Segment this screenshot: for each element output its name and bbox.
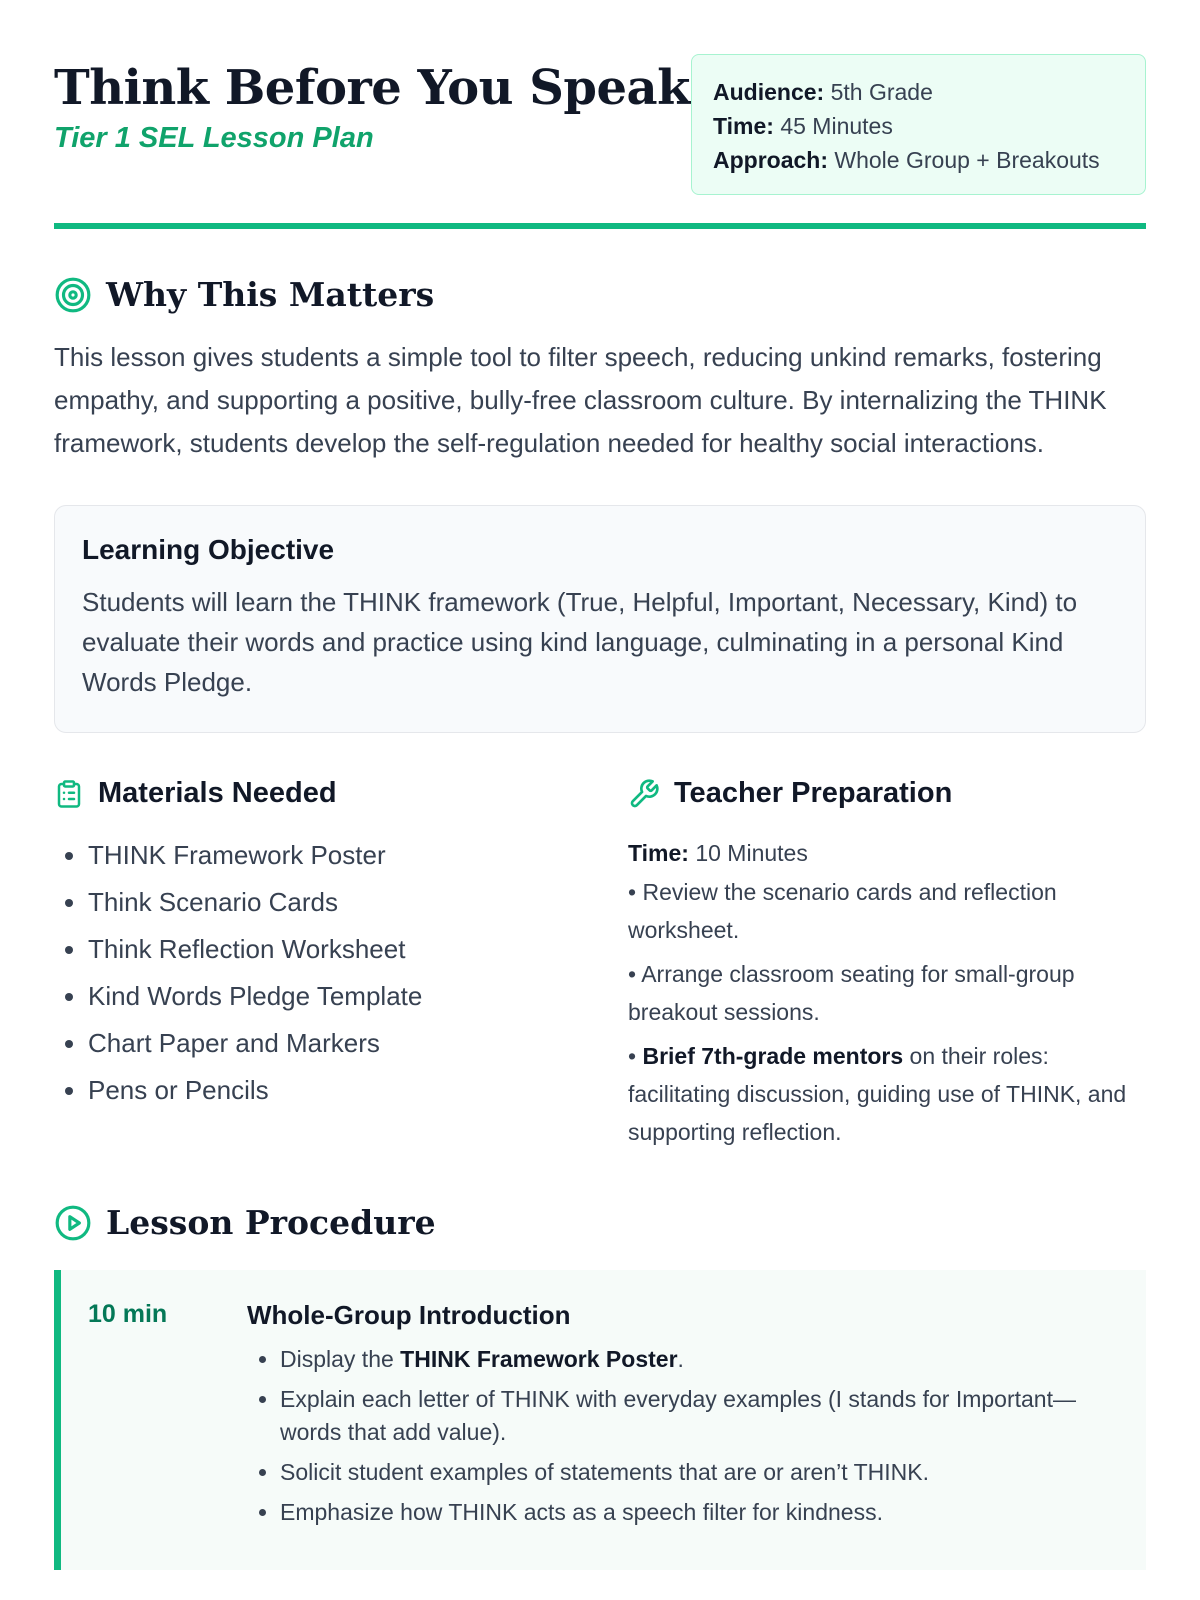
materials-heading: Materials Needed [98,777,337,809]
prep-item-text: Arrange classroom seating for small-group breakout sessions. [628,961,1075,1025]
prep-item-text: on their roles: facilitating discussion, guiding use of THINK, and supporting reflection. [628,1043,1127,1145]
header-divider [54,223,1146,229]
why-heading: Why This Matters [106,275,435,314]
prep-time-label: Time: [628,840,689,866]
page-subtitle: Tier 1 SEL Lesson Plan [54,122,374,154]
meta-audience [713,75,1124,109]
materials-section [54,777,628,1151]
objective-text: Students will learn the THINK framework (True, Helpful, Important, Necessary, Kind) to evaluate their words and practice using kind language, culminating in a personal Kind Words Pledge. [82,587,1078,697]
target-icon [54,276,92,314]
materials-heading-row [54,777,628,810]
list-item [280,1456,1126,1489]
list-item: • Think Reflection Worksheet [88,926,628,973]
prep-time-value: 10 Minutes [695,840,808,866]
prep-item-bold: Brief 7th-grade mentors [642,1043,904,1069]
procedure-step [54,1270,1146,1570]
clipboard-icon [54,778,84,810]
item-text: Emphasize how THINK acts as a speech filter for kindness. [280,1499,883,1525]
prep-time [628,840,1146,867]
teacher-prep-section [628,777,1146,1151]
step-list [247,1343,1126,1529]
meta-label: Audience: [713,79,825,105]
wrench-icon [628,778,660,810]
prep-item: • Arrange classroom seating for small-group breakout sessions. [628,961,1075,1025]
item-bold: THINK Framework Poster [400,1346,678,1372]
meta-value: Whole Group + Breakouts [834,147,1100,173]
step-body [247,1300,1126,1550]
list-item: • Pens or Pencils [88,1067,628,1114]
list-item [280,1383,1126,1449]
learning-objective-box [54,505,1146,733]
item-text: Display the [280,1346,401,1372]
prep-item: • Review the scenario cards and reflection worksheet. [628,879,1057,943]
meta-value: 5th Grade [830,79,933,105]
meta-value: 45 Minutes [780,113,893,139]
item-text-end: . [677,1346,684,1372]
why-text: This lesson gives students a simple tool to filter speech, reducing unkind remarks, fostering empathy, and supporting a positive, bully-free classroom culture. By internalizing the THINK framework, students develop the self-regulation needed for healthy social interactions. [54,342,1107,458]
prep-item-text: Review the scenario cards and reflection worksheet. [628,879,1057,943]
meta-time [713,109,1124,143]
prep-item: • Brief 7th-grade mentors on their roles: facilitating discussion, guiding use of THINK, and supporting reflection. [628,1043,1127,1145]
why-heading-row [54,275,1146,314]
meta-label: Approach: [713,147,828,173]
materials-list [54,832,628,1114]
prep-heading-row [628,777,1146,810]
list-item: • THINK Framework Poster [88,832,628,879]
step-title: Whole-Group Introduction [247,1300,571,1330]
prep-heading: Teacher Preparation [674,777,953,809]
list-item: • Think Scenario Cards [88,879,628,926]
list-item: • Kind Words Pledge Template [88,973,628,1020]
page-title: Think Before You Speak [54,60,690,116]
step-duration: 10 min [88,1300,168,1328]
header [54,54,1146,195]
meta-label: Time: [713,113,774,139]
list-item [280,1496,1126,1529]
play-circle-icon [54,1204,92,1242]
item-text: Solicit student examples of statements that are or aren’t THINK. [280,1459,929,1485]
title-block [54,54,690,155]
list-item: • Chart Paper and Markers [88,1020,628,1067]
meta-approach [713,143,1124,177]
item-text: Explain each letter of THINK with everyday examples (I stands for Important—words that add value). [280,1386,1076,1445]
procedure-heading: Lesson Procedure [106,1203,436,1242]
objective-heading: Learning Objective [82,534,335,565]
procedure-heading-row [54,1203,1146,1242]
list-item [280,1343,1126,1376]
materials-prep-columns [54,777,1146,1151]
lesson-meta-box [691,54,1146,195]
